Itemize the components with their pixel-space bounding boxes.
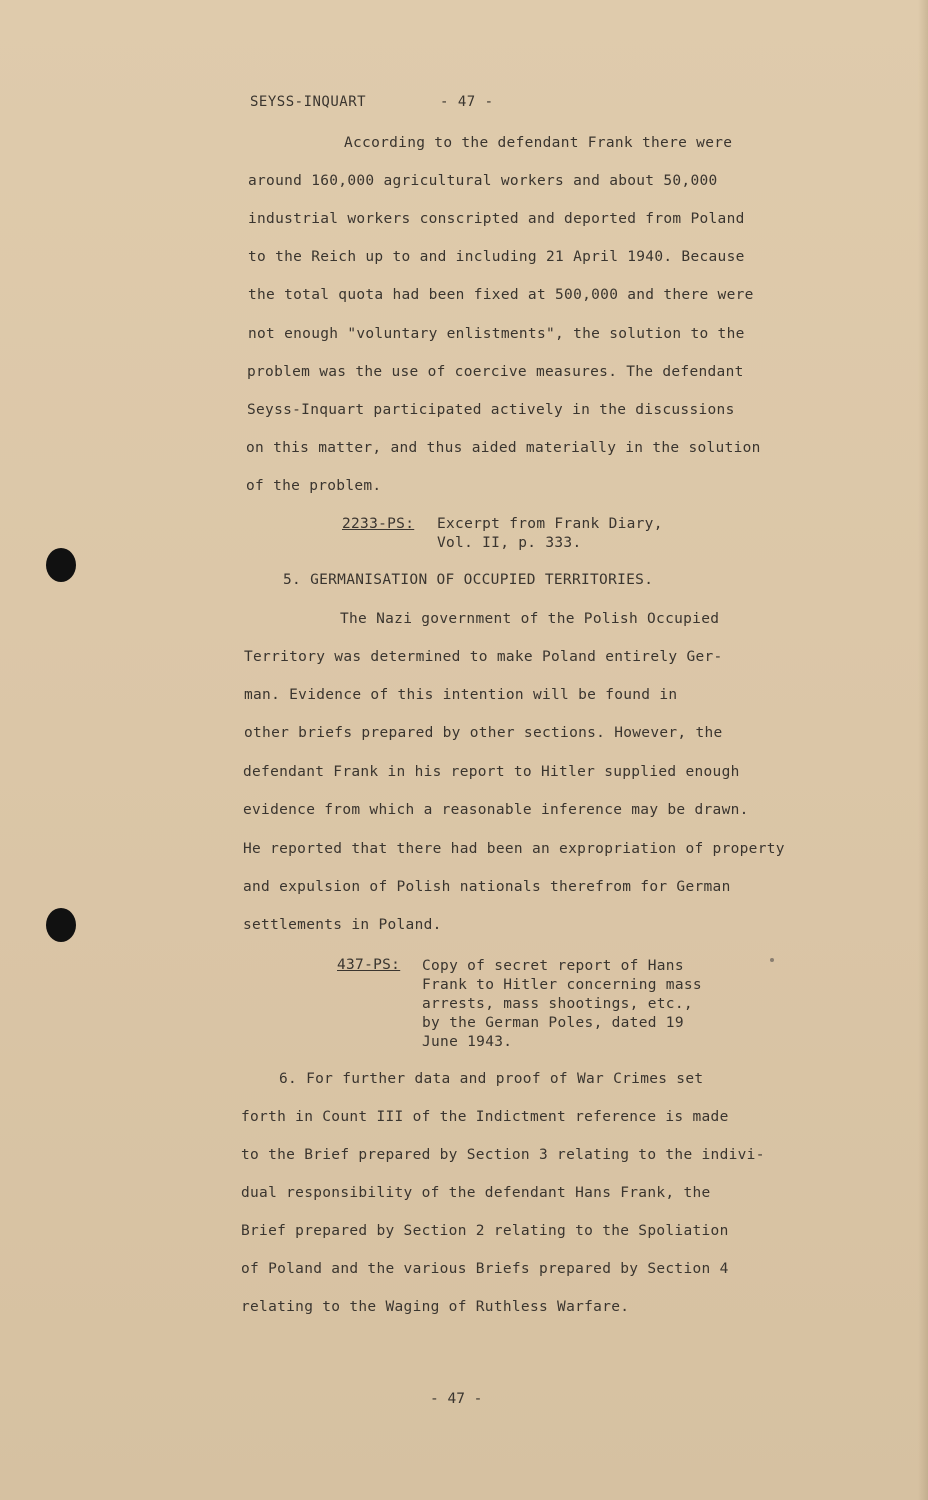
paragraph-line: dual responsibility of the defendant Hans Frank, the xyxy=(241,1185,711,1201)
page-edge-shadow xyxy=(918,0,928,1500)
paragraph-line: to the Brief prepared by Section 3 relating to the indivi- xyxy=(241,1147,765,1163)
paragraph-line: relating to the Waging of Ruthless Warfare. xyxy=(241,1299,630,1315)
reference-text: June 1943. xyxy=(422,1034,513,1050)
punch-hole-top xyxy=(46,548,76,582)
reference-text: Excerpt from Frank Diary, xyxy=(437,516,663,532)
paragraph-line: the total quota had been fixed at 500,000 and there were xyxy=(248,287,754,303)
page-header xyxy=(250,94,494,110)
reference-text: by the German Poles, dated 19 xyxy=(422,1015,684,1031)
reference-text: Copy of secret report of Hans xyxy=(422,958,684,974)
paragraph-line: He reported that there had been an expropriation of property xyxy=(243,841,785,857)
footer-page-number: - 47 - xyxy=(430,1391,483,1407)
reference-label: 437-PS: xyxy=(337,957,401,973)
paragraph-line: and expulsion of Polish nationals therefrom for German xyxy=(243,879,731,895)
paragraph-line: Brief prepared by Section 2 relating to the Spoliation xyxy=(241,1223,729,1239)
reference-text-block xyxy=(422,957,702,1052)
paragraph-line: of the problem. xyxy=(246,478,382,494)
paragraph-line: other briefs prepared by other sections. However, the xyxy=(244,725,723,741)
paragraph-line: man. Evidence of this intention will be found in xyxy=(244,687,678,703)
punch-hole-bottom xyxy=(46,908,76,942)
paragraph-line: industrial workers conscripted and deported from Poland xyxy=(248,211,745,227)
header-page-number: - 47 - xyxy=(440,94,494,110)
paragraph-line: settlements in Poland. xyxy=(243,917,442,933)
paragraph-line: 6. For further data and proof of War Crimes set xyxy=(279,1071,704,1087)
reference-text: Frank to Hitler concerning mass xyxy=(422,977,702,993)
paragraph-line: to the Reich up to and including 21 April 1940. Because xyxy=(248,249,745,265)
paragraph-line: not enough "voluntary enlistments", the solution to the xyxy=(248,326,745,342)
paragraph-line: defendant Frank in his report to Hitler supplied enough xyxy=(243,764,740,780)
running-title: SEYSS-INQUART xyxy=(250,94,367,110)
paragraph-line: According to the defendant Frank there were xyxy=(344,135,733,151)
ink-speck xyxy=(770,958,774,962)
paragraph-line: around 160,000 agricultural workers and about 50,000 xyxy=(248,173,718,189)
paragraph-line: forth in Count III of the Indictment reference is made xyxy=(241,1109,729,1125)
reference-text: arrests, mass shootings, etc., xyxy=(422,996,693,1012)
reference-text: Vol. II, p. 333. xyxy=(437,535,582,551)
paragraph-line: of Poland and the various Briefs prepared by Section 4 xyxy=(241,1261,729,1277)
paragraph-line: evidence from which a reasonable inference may be drawn. xyxy=(243,802,749,818)
paragraph-line: The Nazi government of the Polish Occupied xyxy=(340,611,720,627)
paragraph-line: problem was the use of coercive measures. The defendant xyxy=(247,364,744,380)
paragraph-line: Territory was determined to make Poland entirely Ger- xyxy=(244,649,723,665)
paragraph-line: on this matter, and thus aided materially in the solution xyxy=(246,440,761,456)
reference-label: 2233-PS: xyxy=(342,516,415,532)
paragraph-line: Seyss-Inquart participated actively in the discussions xyxy=(247,402,735,418)
section-heading: 5. GERMANISATION OF OCCUPIED TERRITORIES. xyxy=(283,572,654,588)
